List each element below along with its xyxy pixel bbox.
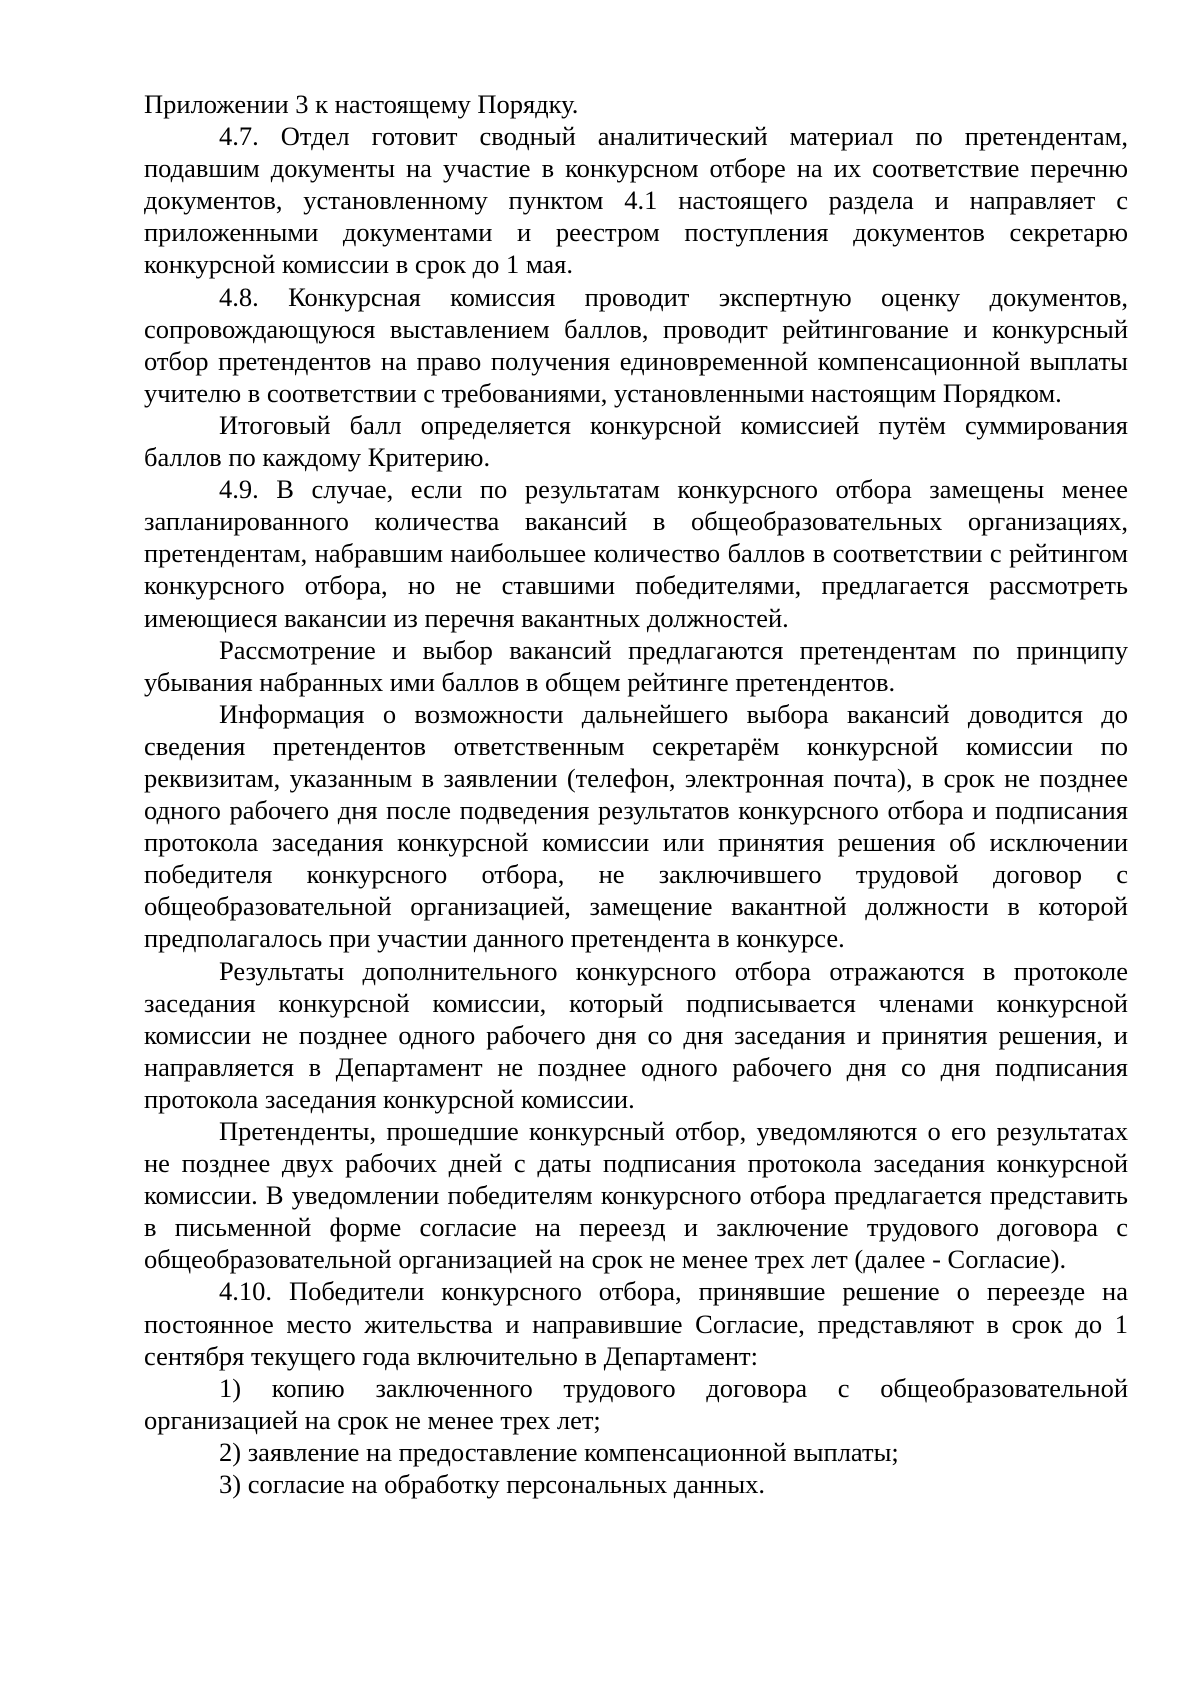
paragraph-total-score: Итоговый балл определяется конкурсной комиссией путём суммирования баллов по каждому Критерию. (144, 409, 1128, 473)
paragraph-additional-results: Результаты дополнительного конкурсного отбора отражаются в протоколе заседания конкурсной комиссии, который подписывается членами конкурсной комиссии не позднее одного рабочего дня со дня заседания и принятия решения, и направляется в Департамент не позднее одного рабочего дня со дня подписания протокола заседания конкурсной комиссии. (144, 955, 1128, 1114)
paragraph-4-7: 4.7. Отдел готовит сводный аналитический материал по претендентам, подавшим документы на участие в конкурсном отборе на их соответствие перечню документов, установленному пунктом 4.1 настоящего раздела и направляет с приложенными документами и реестром поступления документов секретарю конкурсной комиссии в срок до 1 мая. (144, 121, 1128, 280)
paragraph-4-8: 4.8. Конкурсная комиссия проводит экспертную оценку документов, сопровождающуюся выставлением баллов, проводит рейтингование и конкурсный отбор претендентов на право получения единовременной компенсационной выплаты учителю в соответствии с требованиями, установленными настоящим Порядком. (144, 281, 1128, 408)
paragraph-notification: Претенденты, прошедшие конкурсный отбор, уведомляются о его результатах не позднее двух рабочих дней с даты подписания протокола заседания конкурсной комиссии. В уведомлении победителям конкурсного отбора предлагается представить в письменной форме согласие на переезд и заключение трудового договора с общеобразовательной организацией на срок не менее трех лет (далее - Согласие). (144, 1116, 1128, 1275)
list-item-1: 1) копию заключенного трудового договора с общеобразовательной организацией на срок не менее трех лет; (144, 1372, 1128, 1435)
paragraph-vacancy-selection: Рассмотрение и выбор вакансий предлагаются претендентам по принципу убывания набранных ими баллов в общем рейтинге претендентов. (144, 634, 1128, 697)
paragraph-information: Информация о возможности дальнейшего выбора вакансий доводится до сведения претендентов ответственным секретарём конкурсной комиссии по реквизитам, указанным в заявлении (телефон, электронная почта), в срок не позднее одного рабочего дня после подведения результатов конкурсного отбора и подписания протокола заседания конкурсной комиссии или принятия решения об исключении победителя конкурсного отбора, не заключившего трудовой договор с общеобразовательной организацией, замещение вакантной должности в которой предполагалось при участии данного претендента в конкурсе. (144, 698, 1128, 954)
list-item-3: 3) согласие на обработку персональных данных. (219, 1469, 766, 1500)
paragraph-continuation: Приложении 3 к настоящему Порядку. (144, 89, 579, 119)
document-body (144, 88, 1128, 1500)
paragraph-4-10: 4.10. Победители конкурсного отбора, принявшие решение о переезде на постоянное место жительства и направившие Согласие, представляют в срок до 1 сентября текущего года включительно в Департамент: (144, 1276, 1128, 1371)
paragraph-4-9: 4.9. В случае, если по результатам конкурсного отбора замещены менее запланированного количества вакансий в общеобразовательных организациях, претендентам, набравшим наибольшее количество баллов в соответствии с рейтингом конкурсного отбора, но не ставшими победителями, предлагается рассмотреть имеющиеся вакансии из перечня вакантных должностей. (144, 474, 1128, 633)
list-item-2: 2) заявление на предоставление компенсационной выплаты; (219, 1436, 899, 1467)
